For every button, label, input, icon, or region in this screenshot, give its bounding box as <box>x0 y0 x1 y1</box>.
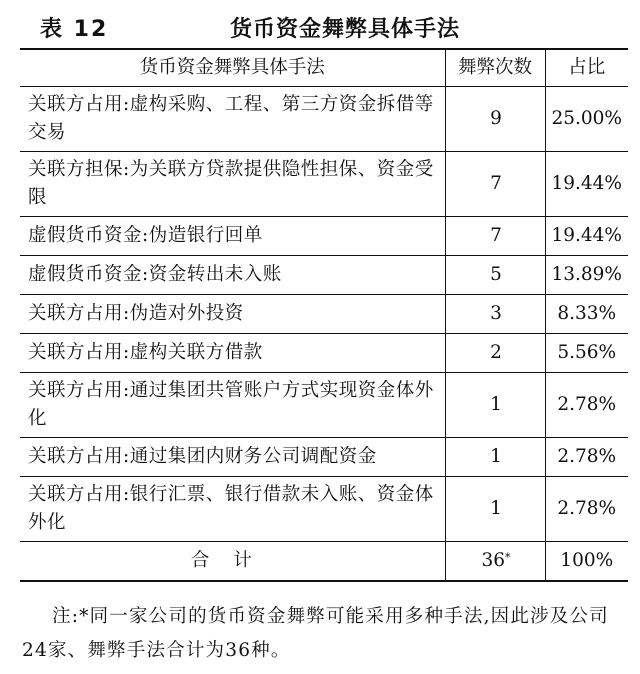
share-cell: 2.78% <box>545 438 628 477</box>
share-cell: 25.00% <box>545 87 628 152</box>
count-cell: 2 <box>445 334 545 373</box>
share-cell: 19.44% <box>545 217 628 256</box>
table-row <box>20 87 628 152</box>
table-number: 表 12 <box>40 17 109 42</box>
method-cell: 关联方占用:银行汇票、银行借款未入账、资金体外化 <box>20 477 445 542</box>
method-cell: 虚假货币资金:资金转出未入账 <box>20 256 445 295</box>
total-label: 合计 <box>20 542 445 582</box>
table-caption <box>0 0 640 44</box>
share-cell: 5.56% <box>545 334 628 373</box>
table-row <box>20 373 628 438</box>
method-cell: 关联方占用:通过集团共管账户方式实现资金体外化 <box>20 373 445 438</box>
count-cell: 1 <box>445 477 545 542</box>
count-cell: 9 <box>445 87 545 152</box>
table-footnote: 注:*同一家公司的货币资金舞弊可能采用多种手法,因此涉及公司24家、舞弊手法合计为36种。 <box>22 606 609 661</box>
fraud-methods-table <box>20 48 628 582</box>
share-cell: 8.33% <box>545 295 628 334</box>
count-cell: 7 <box>445 152 545 217</box>
method-cell: 关联方担保:为关联方贷款提供隐性担保、资金受限 <box>20 152 445 217</box>
share-cell: 19.44% <box>545 152 628 217</box>
table-row <box>20 217 628 256</box>
count-cell: 7 <box>445 217 545 256</box>
column-header-share: 占比 <box>545 49 628 87</box>
total-share-cell: 100% <box>545 542 628 582</box>
total-row <box>20 542 628 582</box>
table-row <box>20 334 628 373</box>
table-row <box>20 152 628 217</box>
method-cell: 关联方占用:通过集团内财务公司调配资金 <box>20 438 445 477</box>
share-cell: 13.89% <box>545 256 628 295</box>
share-cell: 2.78% <box>545 373 628 438</box>
column-header-method: 货币资金舞弊具体手法 <box>20 49 445 87</box>
table-row <box>20 295 628 334</box>
table-title: 货币资金舞弊具体手法 <box>230 17 461 42</box>
table-row <box>20 477 628 542</box>
share-cell: 2.78% <box>545 477 628 542</box>
count-cell: 1 <box>445 438 545 477</box>
count-cell: 1 <box>445 373 545 438</box>
method-cell: 虚假货币资金:伪造银行回单 <box>20 217 445 256</box>
table-header-row <box>20 49 628 87</box>
table-row <box>20 438 628 477</box>
method-cell: 关联方占用:虚构关联方借款 <box>20 334 445 373</box>
total-count-footnote-mark: * <box>505 551 511 564</box>
method-cell: 关联方占用:伪造对外投资 <box>20 295 445 334</box>
count-cell: 5 <box>445 256 545 295</box>
column-header-count: 舞弊次数 <box>445 49 545 87</box>
table-row <box>20 256 628 295</box>
total-count: 36 <box>481 550 506 571</box>
total-count-cell <box>445 542 545 582</box>
method-cell: 关联方占用:虚构采购、工程、第三方资金拆借等交易 <box>20 87 445 152</box>
count-cell: 3 <box>445 295 545 334</box>
